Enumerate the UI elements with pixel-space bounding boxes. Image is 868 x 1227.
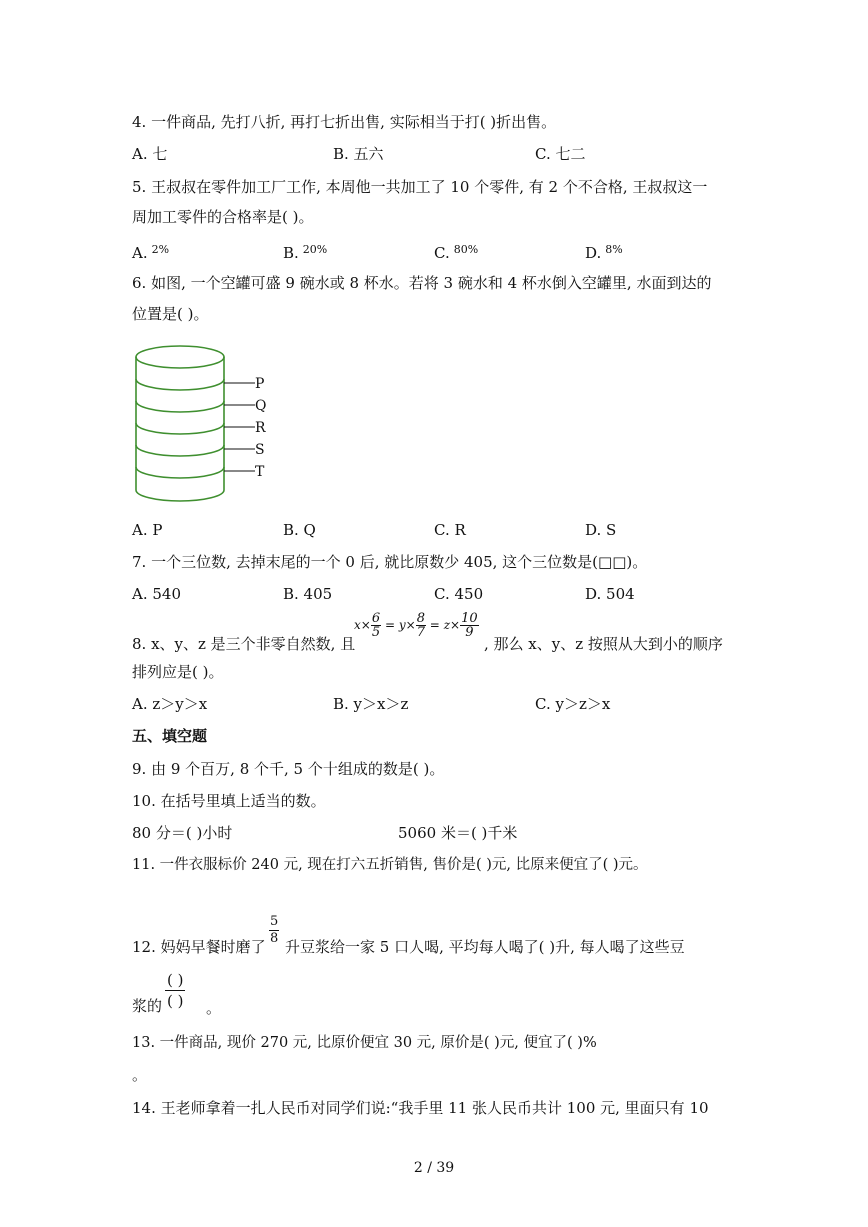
q12-fraction: $\frac{5}{8}$	[270, 914, 279, 946]
q8-line2: 排列应是( )。	[132, 663, 224, 681]
q14-text: 14. 王老师拿着一扎人民币对同学们说:“我手里 11 张人民币共计 100 元, 里面只有 10	[132, 1099, 709, 1117]
q8-prefix: 8. x、y、z 是三个非零自然数, 且	[132, 635, 356, 653]
q13-text: 13. 一件商品, 现价 270 元, 比原价便宜 30 元, 原价是( )元, 便宜了( )%	[132, 1035, 597, 1051]
marker-r: R	[255, 420, 266, 436]
q8-suffix: , 那么 x、y、z 按照从大到小的顺序	[484, 635, 723, 653]
q8-option-b: B. y＞x＞z	[333, 695, 409, 713]
q6-option-c: C. R	[434, 521, 466, 539]
q5-option-b: B. $^{20\%}$	[283, 243, 328, 262]
q9-text: 9. 由 9 个百万, 8 个千, 5 个十组成的数是( )。	[132, 760, 445, 778]
q8-equation: x× $\frac{6}{5}$ = y× $\frac{8}{7}$ = z× $\frac{10}{9}$	[354, 611, 478, 640]
q5-line2: 周加工零件的合格率是( )。	[132, 208, 314, 226]
q10-text: 10. 在括号里填上适当的数。	[132, 792, 326, 810]
q8-option-c: C. y＞z＞x	[535, 695, 611, 713]
q12-prefix: 12. 妈妈早餐时磨了	[132, 938, 266, 956]
q6-option-b: B. Q	[283, 521, 316, 539]
q12-line2-prefix: 浆的	[132, 997, 163, 1015]
q7-option-a: A. 540	[132, 585, 181, 603]
cylinder-figure	[128, 340, 278, 505]
q13-line2: 。	[132, 1066, 148, 1084]
q8-option-a: A. z＞y＞x	[132, 695, 208, 713]
q5-option-d: D. $^{8\%}$	[585, 243, 623, 262]
q7-option-b: B. 405	[283, 585, 333, 603]
q10-right: 5060 米＝( )千米	[398, 824, 518, 842]
q10-left: 80 分＝( )小时	[132, 824, 233, 842]
marker-q: Q	[255, 398, 267, 414]
q5-option-c: C. $^{80\%}$	[434, 243, 479, 262]
q6-option-a: A. P	[132, 521, 163, 539]
page-number: 2 / 39	[413, 1160, 455, 1176]
q4-option-c: C. 七二	[535, 145, 586, 163]
q5-line1: 5. 王叔叔在零件加工厂工作, 本周他一共加工了 10 个零件, 有 2 个不合格, 王叔叔这一	[132, 178, 708, 196]
q4-option-b: B. 五六	[333, 145, 384, 163]
q4-text: 4. 一件商品, 先打八折, 再打七折出售, 实际相当于打( )折出售。	[132, 113, 557, 131]
q11-text: 11. 一件衣服标价 240 元, 现在打六五折销售, 售价是( )元, 比原来便宜了( )元。	[132, 857, 648, 873]
q12-line2-suffix: 。	[206, 999, 222, 1017]
q4-option-a: A. 七	[132, 145, 168, 163]
q12-suffix: 升豆浆给一家 5 口人喝, 平均每人喝了( )升, 每人喝了这些豆	[285, 938, 685, 956]
q6-line1: 6. 如图, 一个空罐可盛 9 碗水或 8 杯水。若将 3 碗水和 4 杯水倒入空罐里, 水面到达的	[132, 274, 712, 292]
q6-line2: 位置是( )。	[132, 305, 209, 323]
marker-p: P	[255, 376, 265, 392]
q5-option-a: A. $^{2\%}$	[132, 243, 170, 262]
q12-blank-fraction: ( ) ( )	[167, 971, 184, 1010]
q6-option-d: D. S	[585, 521, 617, 539]
q7-option-c: C. 450	[434, 585, 484, 603]
q7-option-d: D. 504	[585, 585, 635, 603]
marker-s: S	[255, 442, 265, 458]
marker-t: T	[255, 464, 265, 480]
section-title: 五、填空题	[132, 727, 208, 745]
q7-text: 7. 一个三位数, 去掉末尾的一个 0 后, 就比原数少 405, 这个三位数是(□□)。	[132, 553, 648, 571]
